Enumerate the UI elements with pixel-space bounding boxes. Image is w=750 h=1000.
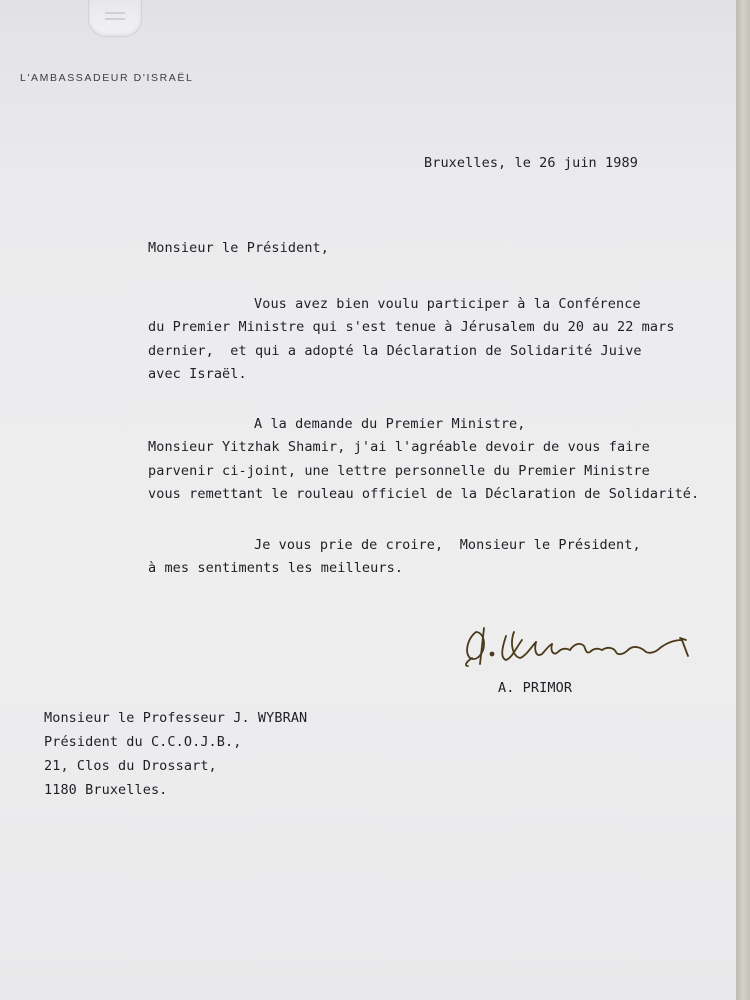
embossed-emblem (88, 0, 142, 37)
paragraph2-line: parvenir ci-joint, une lettre personnelle du Premier Ministre (148, 463, 650, 479)
paper-edge (736, 0, 750, 1000)
paragraph1-line: Vous avez bien voulu participer à la Conférence (254, 296, 641, 312)
recipient-line: 1180 Bruxelles. (44, 782, 168, 798)
recipient-line: Monsieur le Professeur J. WYBRAN (44, 710, 308, 726)
closing-line: à mes sentiments les meilleurs. (148, 560, 404, 576)
paragraph1-line: dernier, et qui a adopté la Déclaration de Solidarité Juive (148, 343, 642, 359)
salutation: Monsieur le Président, (148, 240, 330, 256)
paragraph1-line: du Premier Ministre qui s'est tenue à Jérusalem du 20 au 22 mars (148, 319, 675, 335)
recipient-line: Président du C.C.O.J.B., (44, 734, 242, 750)
letter-date: Bruxelles, le 26 juin 1989 (424, 155, 638, 171)
closing-line: Je vous prie de croire, Monsieur le Président, (254, 537, 641, 553)
recipient-line: 21, Clos du Drossart, (44, 758, 217, 774)
letterhead: L'AMBASSADEUR D'ISRAËL (20, 72, 194, 84)
paragraph2-line: Monsieur Yitzhak Shamir, j'ai l'agréable devoir de vous faire (148, 439, 650, 455)
signatory-name: A. PRIMOR (498, 680, 573, 696)
handwritten-signature (462, 618, 698, 672)
paragraph2-line: vous remettant le rouleau officiel de la Déclaration de Solidarité. (148, 486, 700, 502)
paragraph1-line: avec Israël. (148, 366, 247, 382)
paragraph2-line: A la demande du Premier Ministre, (254, 416, 526, 432)
